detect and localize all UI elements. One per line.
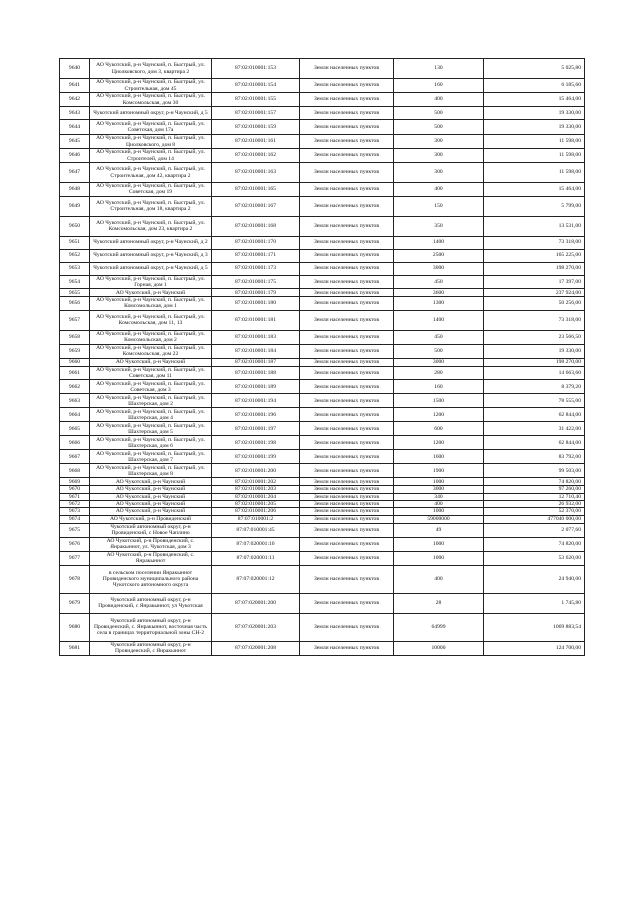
cell-num: 9681 (60, 641, 90, 655)
table-row (60, 486, 585, 493)
cell-num: 9643 (60, 107, 90, 120)
cell-val: 99 503,00 (484, 464, 585, 478)
cell-area: 1200 (394, 436, 484, 450)
table-row (60, 236, 585, 249)
cell-val: 198 270,00 (484, 358, 585, 366)
table-row (60, 330, 585, 344)
cell-cat: Земли населенных пунктов (300, 79, 394, 93)
cell-val: 11 598,00 (484, 163, 585, 183)
cell-addr: АО Чукотский, р-н Чаунский, п. Быстрый, ул. Советская, дом 11 (90, 366, 212, 380)
cell-cad: 87:02:010001:202 (212, 478, 300, 486)
cell-area: 2500 (394, 249, 484, 262)
cell-num: 9660 (60, 358, 90, 366)
table-row (60, 613, 585, 641)
table-row (60, 310, 585, 330)
table-row (60, 196, 585, 216)
cell-cad: 87:02:010001:194 (212, 394, 300, 408)
cell-addr: АО Чукотский, р-н Чаунский (90, 478, 212, 486)
table-row (60, 163, 585, 183)
cell-cad: 87:02:010001:197 (212, 422, 300, 436)
cell-num: 9641 (60, 79, 90, 93)
table-row (60, 523, 585, 537)
cell-area: 450 (394, 275, 484, 289)
cell-area: 160 (394, 79, 484, 93)
cell-val: 74 820,00 (484, 537, 585, 551)
table-row (60, 478, 585, 486)
table-row (60, 107, 585, 120)
cell-cad: 87:02:010001:198 (212, 436, 300, 450)
cell-addr: АО Чукотский, р-н Чаунский (90, 358, 212, 366)
cell-val: 11 598,00 (484, 149, 585, 163)
table-row (60, 508, 585, 515)
cell-num: 9669 (60, 478, 90, 486)
cell-val: 62 844,00 (484, 408, 585, 422)
cell-addr: АО Чукотский, р-н Чаунский, п. Быстрый, ул. Комсомольская, дом 11, 13 (90, 310, 212, 330)
cell-area: 59000000 (394, 515, 484, 523)
table-row (60, 500, 585, 507)
cell-num: 9650 (60, 216, 90, 236)
cell-addr: АО Чукотский, р-н Провиденский, с. Янракыннот, ул. Чукотская, дом 3 (90, 537, 212, 551)
cell-num: 9654 (60, 275, 90, 289)
cell-addr: АО Чукотский, р-н Чаунский, п. Быстрый, ул. Шахтерская, дом 5 (90, 422, 212, 436)
cell-addr: АО Чукотский, р-н Чаунский (90, 493, 212, 500)
cell-cat: Земли населенных пунктов (300, 59, 394, 79)
cell-cat: Земли населенных пунктов (300, 641, 394, 655)
cell-area: 300 (394, 163, 484, 183)
cell-num: 9642 (60, 93, 90, 107)
cell-num: 9674 (60, 515, 90, 523)
table-row (60, 450, 585, 464)
cell-addr: АО Чукотский, р-н Провиденский (90, 515, 212, 523)
cell-cad: 87:02:010001:181 (212, 310, 300, 330)
cell-cat: Земли населенных пунктов (300, 163, 394, 183)
table-row (60, 289, 585, 297)
cell-num: 9678 (60, 565, 90, 593)
cell-cad: 87:02:010001:163 (212, 163, 300, 183)
table-row (60, 593, 585, 613)
cell-cat: Земли населенных пунктов (300, 380, 394, 394)
cell-val: 237 924,00 (484, 289, 585, 297)
cell-addr: Чукотский автономный округ, р-н Провиденский, с Янракыннот (90, 641, 212, 655)
cell-cad: 87:02:010001:184 (212, 344, 300, 358)
cell-cad: 87:07:020001:12 (212, 565, 300, 593)
cell-num: 9651 (60, 236, 90, 249)
cell-area: 160 (394, 380, 484, 394)
cell-cat: Земли населенных пунктов (300, 464, 394, 478)
cell-val: 73 318,00 (484, 236, 585, 249)
cell-area: 3000 (394, 262, 484, 275)
cell-addr: АО Чукотский, р-н Чаунский, п. Быстрый, ул. Горная, дом 1 (90, 275, 212, 289)
table-row (60, 380, 585, 394)
cell-area: 280 (394, 366, 484, 380)
cell-val: 19 330,00 (484, 344, 585, 358)
cell-cat: Земли населенных пунктов (300, 422, 394, 436)
cell-cad: 87:07:020001:208 (212, 641, 300, 655)
cell-val: 8 379,20 (484, 380, 585, 394)
cell-area: 1200 (394, 408, 484, 422)
cell-cat: Земли населенных пунктов (300, 593, 394, 613)
cell-cat: Земли населенных пунктов (300, 344, 394, 358)
cell-area: 500 (394, 344, 484, 358)
cell-area: 10000 (394, 641, 484, 655)
cell-area: 300 (394, 149, 484, 163)
cell-cad: 87:02:010001:159 (212, 120, 300, 135)
cell-addr: Чукотский автономный округ, р-н Провиденский, с. Янракыннот, восточная часть села в границах территориальной зоны СН-2 (90, 613, 212, 641)
cell-area: 1600 (394, 450, 484, 464)
cell-cat: Земли населенных пунктов (300, 149, 394, 163)
cell-cad: 87:07:020001:10 (212, 537, 300, 551)
cell-cat: Земли населенных пунктов (300, 262, 394, 275)
cell-num: 9677 (60, 551, 90, 565)
cell-addr: АО Чукотский, р-н Чаунский (90, 486, 212, 493)
cell-num: 9648 (60, 183, 90, 197)
cell-val: 1069 883,54 (484, 613, 585, 641)
table-row (60, 565, 585, 593)
cell-area: 500 (394, 107, 484, 120)
cell-num: 9672 (60, 500, 90, 507)
table-row (60, 135, 585, 149)
cell-cat: Земли населенных пунктов (300, 565, 394, 593)
cell-addr: АО Чукотский, р-н Чаунский, п. Быстрый, ул. Шахтерская, дом 7 (90, 450, 212, 464)
cell-area: 1300 (394, 297, 484, 311)
cell-addr: АО Чукотский, р-н Чаунский, п. Быстрый, ул. Шахтерская, дом 2 (90, 394, 212, 408)
cell-val: 124 700,00 (484, 641, 585, 655)
cell-cat: Земли населенных пунктов (300, 297, 394, 311)
cell-val: 26 932,00 (484, 500, 585, 507)
cell-cat: Земли населенных пунктов (300, 408, 394, 422)
cell-addr: Чукотский автономный округ, р-н Провиденский, с Новое Чаплино (90, 523, 212, 537)
cell-cad: 87:02:010001:199 (212, 450, 300, 464)
cell-area: 500 (394, 120, 484, 135)
cell-cat: Земли населенных пунктов (300, 486, 394, 493)
cell-area: 3000 (394, 486, 484, 493)
cell-addr: АО Чукотский, р-н Чаунский, п. Быстрый, ул. Советская, дом 17а (90, 120, 212, 135)
cell-cad: 87:07:010001:45 (212, 523, 300, 537)
table-row (60, 344, 585, 358)
cell-cad: 87:02:010001:165 (212, 183, 300, 197)
cell-area: 340 (394, 493, 484, 500)
cell-num: 9664 (60, 408, 90, 422)
cell-area: 600 (394, 422, 484, 436)
cell-cad: 87:02:010001:196 (212, 408, 300, 422)
cell-val: 23 566,50 (484, 330, 585, 344)
cell-num: 9680 (60, 613, 90, 641)
cell-num: 9645 (60, 135, 90, 149)
cell-area: 3000 (394, 358, 484, 366)
cell-val: 52 370,00 (484, 508, 585, 515)
cell-addr: АО Чукотский, р-н Чаунский, п. Быстрый, ул. Циолковского, дом 8 (90, 135, 212, 149)
cell-val: 24 940,00 (484, 565, 585, 593)
cell-cad: 87:02:010001:180 (212, 297, 300, 311)
cell-area: 1400 (394, 310, 484, 330)
cell-area: 1900 (394, 464, 484, 478)
cell-cad: 87:02:010001:167 (212, 196, 300, 216)
cell-area: 400 (394, 500, 484, 507)
cell-num: 9667 (60, 450, 90, 464)
cell-cat: Земли населенных пунктов (300, 523, 394, 537)
cell-addr: АО Чукотский, р-н Чаунский, п. Быстрый, ул. Советская, дом 19 (90, 183, 212, 197)
cell-cad: 87:02:010001:175 (212, 275, 300, 289)
cell-area: 450 (394, 330, 484, 344)
cell-num: 9679 (60, 593, 90, 613)
cell-num: 9661 (60, 366, 90, 380)
cell-area: 400 (394, 565, 484, 593)
cell-cad: 87:02:010001:205 (212, 500, 300, 507)
cell-addr: АО Чукотский, р-н Чаунский, п. Быстрый, ул. Комсомольская, дом 22 (90, 344, 212, 358)
cell-cat: Земли населенных пунктов (300, 216, 394, 236)
cell-cad: 87:02:010001:189 (212, 380, 300, 394)
cell-num: 9647 (60, 163, 90, 183)
cell-cat: Земли населенных пунктов (300, 249, 394, 262)
cell-cat: Земли населенных пунктов (300, 289, 394, 297)
cell-val: 6 185,60 (484, 79, 585, 93)
table-row (60, 394, 585, 408)
cell-num: 9676 (60, 537, 90, 551)
cell-num: 9665 (60, 422, 90, 436)
cell-val: 14 663,60 (484, 366, 585, 380)
cell-addr: Чукотский автономный округ, р-н Чаунский, д 2 (90, 236, 212, 249)
cell-cat: Земли населенных пунктов (300, 330, 394, 344)
cell-val: 1 745,80 (484, 593, 585, 613)
cell-cad: 87:02:010001:168 (212, 216, 300, 236)
cell-cat: Земли населенных пунктов (300, 366, 394, 380)
cell-num: 9658 (60, 330, 90, 344)
table-row (60, 537, 585, 551)
cell-addr: АО Чукотский, р-н Чаунский, п. Быстрый, ул. Циолковского, дом 3, квартира 2 (90, 59, 212, 79)
cell-cad: 87:02:010001:171 (212, 249, 300, 262)
table-row (60, 641, 585, 655)
cell-cad: 87:02:010001:204 (212, 493, 300, 500)
table-row (60, 408, 585, 422)
cell-val: 12 710,40 (484, 493, 585, 500)
cell-cad: 87:07:020001:11 (212, 551, 300, 565)
cell-val: 83 792,00 (484, 450, 585, 464)
cell-val: 17 397,00 (484, 275, 585, 289)
cell-cat: Земли населенных пунктов (300, 493, 394, 500)
cell-cad: 87:07:010001:2 (212, 515, 300, 523)
cell-addr: АО Чукотский, р-н Чаунский, п. Быстрый, ул. Шахтерская, дом 8 (90, 464, 212, 478)
cell-addr: АО Чукотский, р-н Чаунский, п. Быстрый, ул. Комсомольская, дом 1 (90, 297, 212, 311)
cell-val: 11 598,00 (484, 135, 585, 149)
cell-cad: 87:02:010001:161 (212, 135, 300, 149)
cell-area: 3600 (394, 289, 484, 297)
table-row (60, 275, 585, 289)
cell-val: 74 820,00 (484, 478, 585, 486)
cell-num: 9673 (60, 508, 90, 515)
cell-area: 1400 (394, 236, 484, 249)
cell-area: 350 (394, 216, 484, 236)
cell-val: 53 620,00 (484, 551, 585, 565)
cell-area: 1000 (394, 537, 484, 551)
cell-cat: Земли населенных пунктов (300, 551, 394, 565)
cell-cat: Земли населенных пунктов (300, 93, 394, 107)
cell-addr: АО Чукотский, р-н Чаунский (90, 289, 212, 297)
table-row (60, 59, 585, 79)
cell-num: 9657 (60, 310, 90, 330)
cell-area: 28 (394, 593, 484, 613)
cell-val: 5 799,00 (484, 196, 585, 216)
cell-cad: 87:02:010001:153 (212, 59, 300, 79)
table-row (60, 515, 585, 523)
table-row (60, 436, 585, 450)
cell-cat: Земли населенных пунктов (300, 515, 394, 523)
cell-cad: 87:02:010001:188 (212, 366, 300, 380)
cell-cat: Земли населенных пунктов (300, 450, 394, 464)
cell-cat: Земли населенных пунктов (300, 394, 394, 408)
table-row (60, 464, 585, 478)
cell-area: 64999 (394, 613, 484, 641)
cell-cat: Земли населенных пунктов (300, 107, 394, 120)
table-row (60, 422, 585, 436)
cell-val: 73 318,00 (484, 310, 585, 330)
cell-val: 2 077,60 (484, 523, 585, 537)
cell-addr: в сельском поселении Янракыннот Провиденского муниципального района Чукотского автономного округа (90, 565, 212, 593)
cell-addr: АО Чукотский, р-н Чаунский, п. Быстрый, ул. Комсомольская, дом 2 (90, 330, 212, 344)
cell-addr: АО Чукотский, р-н Чаунский (90, 500, 212, 507)
cell-cad: 87:02:010001:203 (212, 486, 300, 493)
cell-cat: Земли населенных пунктов (300, 275, 394, 289)
cell-num: 9666 (60, 436, 90, 450)
cell-val: 13 531,00 (484, 216, 585, 236)
cell-addr: Чукотский автономный округ, р-н Провиденский, с Янракыннот, ул Чукотская (90, 593, 212, 613)
table-row (60, 551, 585, 565)
cell-addr: АО Чукотский, р-н Чаунский, п. Быстрый, ул. Шахтерская, дом 6 (90, 436, 212, 450)
cell-addr: Чукотский автономный округ, р-н Чаунский, д 5 (90, 262, 212, 275)
table-row (60, 249, 585, 262)
cell-cad: 87:07:020001:203 (212, 613, 300, 641)
cell-val: 15 464,00 (484, 183, 585, 197)
cell-addr: Чукотский автономный округ, р-н Чаунский, д 3 (90, 249, 212, 262)
cell-cad: 87:02:010001:200 (212, 464, 300, 478)
cell-area: 400 (394, 183, 484, 197)
cell-num: 9644 (60, 120, 90, 135)
cell-area: 130 (394, 59, 484, 79)
cell-val: 62 844,00 (484, 436, 585, 450)
cell-addr: АО Чукотский, р-н Чаунский, п. Быстрый, ул. Строительная, дом 45 (90, 79, 212, 93)
cell-cad: 87:02:010001:173 (212, 262, 300, 275)
cell-cad: 87:02:010001:157 (212, 107, 300, 120)
table-row (60, 493, 585, 500)
table-row (60, 183, 585, 197)
cell-num: 9655 (60, 289, 90, 297)
cell-area: 300 (394, 135, 484, 149)
cell-num: 9649 (60, 196, 90, 216)
cell-cat: Земли населенных пунктов (300, 613, 394, 641)
cell-cat: Земли населенных пунктов (300, 120, 394, 135)
cell-num: 9663 (60, 394, 90, 408)
cell-cat: Земли населенных пунктов (300, 436, 394, 450)
table-row (60, 358, 585, 366)
cell-addr: АО Чукотский, р-н Чаунский, п. Быстрый, ул. Шахтерская, дом 4 (90, 408, 212, 422)
table-row (60, 366, 585, 380)
cell-cat: Земли населенных пунктов (300, 500, 394, 507)
cell-num: 9668 (60, 464, 90, 478)
table-row (60, 79, 585, 93)
cell-cad: 87:02:010001:187 (212, 358, 300, 366)
cell-num: 9659 (60, 344, 90, 358)
cell-addr: АО Чукотский, р-н Чаунский, п. Быстрый, ул. Строительная, дом 18, квартира 2 (90, 196, 212, 216)
cell-cad: 87:02:010001:170 (212, 236, 300, 249)
cell-cad: 87:02:010001:155 (212, 93, 300, 107)
cell-addr: АО Чукотский, р-н Чаунский, п. Быстрый, ул. Комсомольская, дом 23, квартира 2 (90, 216, 212, 236)
cell-num: 9675 (60, 523, 90, 537)
land-registry-table (59, 58, 584, 656)
cell-addr: АО Чукотский, р-н Чаунский, п. Быстрый, ул. Строителей, дом 14 (90, 149, 212, 163)
cell-val: 19 330,00 (484, 107, 585, 120)
cell-area: 150 (394, 196, 484, 216)
cell-area: 1000 (394, 508, 484, 515)
table-row (60, 93, 585, 107)
cell-val: 198 270,00 (484, 262, 585, 275)
cell-cad: 87:02:010001:179 (212, 289, 300, 297)
cell-num: 9670 (60, 486, 90, 493)
cell-val: 50 256,00 (484, 297, 585, 311)
cell-area: 400 (394, 93, 484, 107)
cell-cat: Земли населенных пунктов (300, 478, 394, 486)
table-row (60, 120, 585, 135)
cell-cad: 87:02:010001:154 (212, 79, 300, 93)
cell-addr: АО Чукотский, р-н Чаунский (90, 508, 212, 515)
cell-cat: Земли населенных пунктов (300, 135, 394, 149)
table-row (60, 297, 585, 311)
cell-addr: АО Чукотский, р-н Чаунский, п. Быстрый, ул. Строительная, дом 42, квартира 2 (90, 163, 212, 183)
table (59, 58, 585, 656)
cell-val: 5 025,80 (484, 59, 585, 79)
cell-val: 97 260,00 (484, 486, 585, 493)
cell-cat: Земли населенных пунктов (300, 183, 394, 197)
table-row (60, 149, 585, 163)
table-body (60, 59, 585, 656)
cell-area: 1500 (394, 394, 484, 408)
cell-val: 78 555,00 (484, 394, 585, 408)
cell-num: 9671 (60, 493, 90, 500)
cell-num: 9646 (60, 149, 90, 163)
cell-num: 9653 (60, 262, 90, 275)
table-row (60, 262, 585, 275)
cell-cat: Земли населенных пунктов (300, 358, 394, 366)
cell-cad: 87:02:010001:183 (212, 330, 300, 344)
cell-addr: АО Чукотский, р-н Чаунский, п. Быстрый, ул. Советская, дом 3 (90, 380, 212, 394)
cell-addr: АО Чукотский, р-н Провиденский, с. Янракыннот (90, 551, 212, 565)
cell-addr: АО Чукотский, р-н Чаунский, п. Быстрый, ул. Комсомольская, дом 30 (90, 93, 212, 107)
table-row (60, 216, 585, 236)
cell-num: 9662 (60, 380, 90, 394)
cell-cat: Земли населенных пунктов (300, 196, 394, 216)
cell-cad: 87:02:010001:206 (212, 508, 300, 515)
cell-val: 165 225,00 (484, 249, 585, 262)
cell-val: 477040 000,00 (484, 515, 585, 523)
cell-val: 31 422,00 (484, 422, 585, 436)
cell-area: 49 (394, 523, 484, 537)
cell-addr: Чукотский автономный округ, р-н Чаунский, д 5 (90, 107, 212, 120)
cell-area: 1000 (394, 551, 484, 565)
cell-cad: 87:02:010001:162 (212, 149, 300, 163)
cell-cat: Земли населенных пунктов (300, 508, 394, 515)
cell-cad: 87:07:020001:200 (212, 593, 300, 613)
cell-val: 19 330,00 (484, 120, 585, 135)
cell-num: 9652 (60, 249, 90, 262)
cell-area: 1000 (394, 478, 484, 486)
cell-val: 15 464,00 (484, 93, 585, 107)
cell-cat: Земли населенных пунктов (300, 236, 394, 249)
cell-cat: Земли населенных пунктов (300, 537, 394, 551)
cell-num: 9656 (60, 297, 90, 311)
cell-cat: Земли населенных пунктов (300, 310, 394, 330)
cell-num: 9640 (60, 59, 90, 79)
